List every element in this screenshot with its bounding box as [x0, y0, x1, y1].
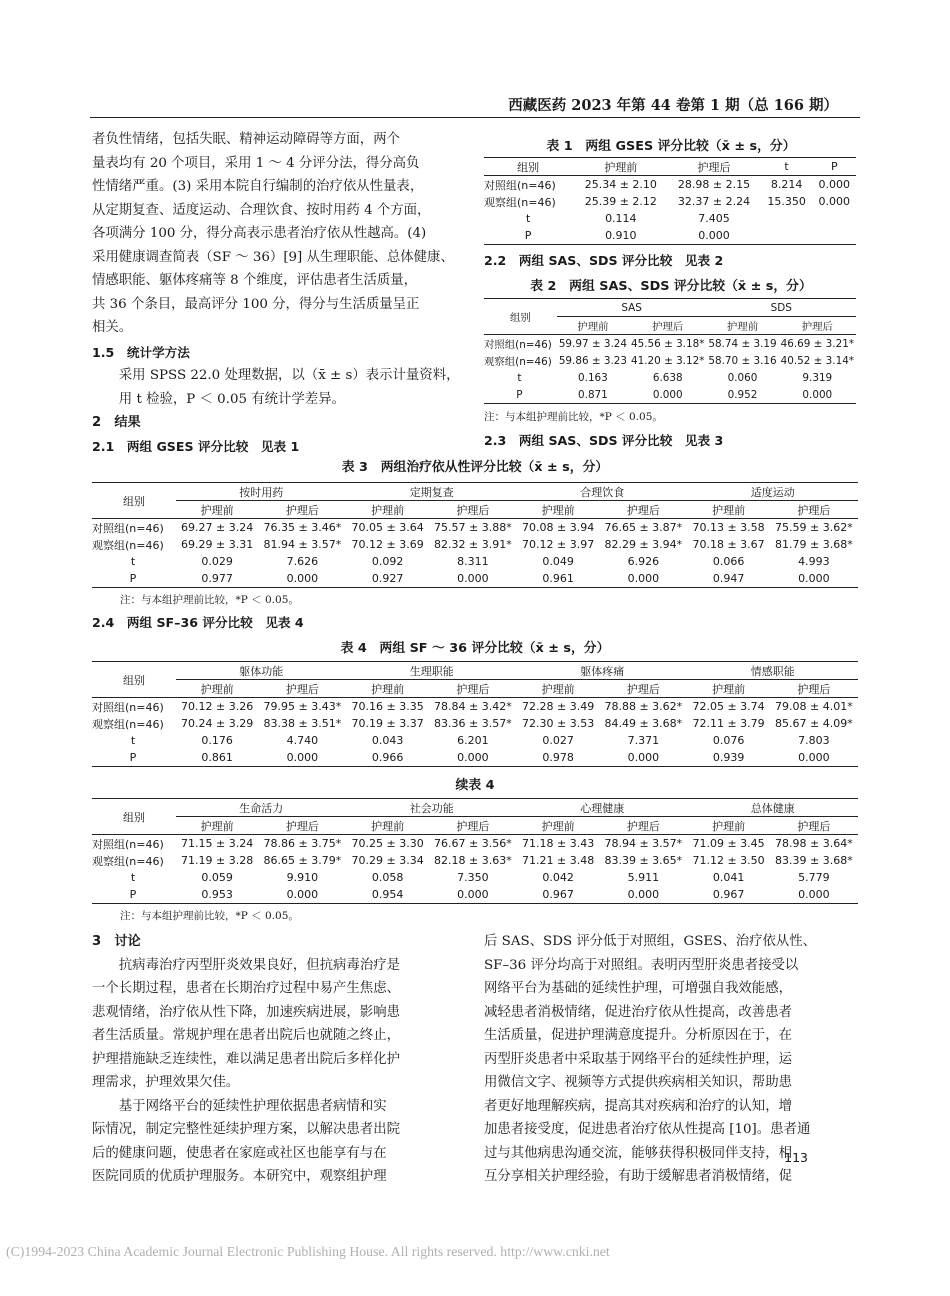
table-cell: 71.21 ± 3.48 [522, 854, 595, 867]
table1 [484, 157, 856, 245]
table-cell: 45.56 ± 3.18* [631, 337, 705, 350]
table-cell: 8.214 [770, 178, 803, 191]
table-cell: 83.39 ± 3.65* [604, 854, 683, 867]
group-header: 社会功能 [346, 799, 516, 817]
table-cell: 0.163 [578, 371, 608, 384]
stat-paragraph [92, 364, 464, 411]
group-header: 合理饮食 [517, 483, 687, 501]
table-cell [761, 210, 813, 227]
table-cell: 0.947 [687, 570, 769, 588]
text-line: 医院同质的优质护理服务。本研究中，观察组护理 [92, 1169, 387, 1184]
column-header: 护理前 [176, 501, 258, 519]
table2 [484, 298, 856, 404]
table-cell: 0.000 [599, 570, 687, 588]
table2-note: 注：与本组护理前比较，*P ＜ 0.05。 [484, 411, 663, 423]
table-cell: 7.803 [798, 734, 830, 747]
table3 [92, 482, 858, 588]
table-cell: 0.042 [542, 871, 574, 884]
row-label: 对照组(n=46) [484, 339, 552, 351]
table-cell: 0.977 [176, 570, 258, 588]
header-rule [90, 117, 860, 118]
table-cell: 0.114 [605, 212, 637, 225]
table-cell: 0.066 [712, 555, 745, 568]
group-header-row [92, 662, 858, 680]
table-cell: 72.28 ± 3.49 [522, 700, 595, 713]
column-header: 护理前 [706, 317, 778, 335]
column-header: 护理前 [176, 817, 258, 835]
table-cell: 0.000 [667, 227, 760, 245]
table-cell: 0.000 [770, 749, 858, 767]
table-cell: 70.19 ± 3.37 [351, 717, 424, 730]
table-row [484, 193, 856, 210]
sub-header-row [92, 501, 858, 519]
row-label: t [130, 555, 136, 568]
table-cell: 0.954 [346, 886, 428, 904]
table-cell: 41.20 ± 3.12* [631, 354, 705, 367]
group-header-row [92, 483, 858, 501]
table-row [92, 886, 858, 904]
column-header: 护理前 [176, 680, 258, 698]
group-header: 心理健康 [517, 799, 687, 817]
table-cell: 5.911 [627, 871, 660, 884]
row-label: 对照组(n=46) [92, 521, 164, 535]
text-line: 用微信文字、视频等方式提供疾病相关知识，帮助患 [484, 1075, 792, 1090]
table-cell: 71.19 ± 3.28 [181, 854, 254, 867]
column-header: 护理后 [770, 817, 858, 835]
table-cell: 6.638 [652, 371, 683, 384]
row-label: 观察组(n=46) [484, 356, 552, 368]
table-cell: 0.861 [176, 749, 258, 767]
table-cell: 76.67 ± 3.56* [434, 837, 512, 850]
text-line: 生活质量，促进护理满意度提升。分析原因在于，在 [484, 1028, 792, 1043]
row-label: 观察组(n=46) [92, 538, 164, 552]
table-cell: 0.076 [712, 734, 745, 747]
group-label-header: 组别 [484, 299, 557, 335]
table-cell: 46.69 ± 3.21* [780, 337, 854, 350]
table-cell: 58.74 ± 3.19 [708, 337, 777, 350]
row-label: P [92, 749, 176, 767]
table-cell: 0.961 [517, 570, 599, 588]
text-line: 共 36 个条目，最高评分 100 分，得分与生活质量呈正 [92, 296, 420, 312]
table-cell: 25.34 ± 2.10 [584, 178, 657, 191]
section-1-5-heading: 1.5 统计学方法 [92, 344, 190, 360]
text-line: 者负性情绪，包括失眠、精神运动障碍等方面，两个 [92, 132, 400, 147]
table-cell: 32.37 ± 2.24 [677, 195, 751, 208]
table-cell: 0.000 [258, 749, 346, 767]
table-cell: 4.740 [286, 734, 319, 747]
table-cell: 78.98 ± 3.64* [775, 837, 853, 850]
table-cell: 70.25 ± 3.30 [351, 837, 424, 850]
column-header: 护理后 [770, 680, 858, 698]
group-label-header: 组别 [92, 799, 176, 835]
group-header: 躯体疼痛 [517, 662, 687, 680]
table-cell: 0.043 [371, 734, 404, 747]
table-cell: 59.86 ± 3.23 [558, 354, 628, 367]
row-label: P [484, 227, 574, 245]
column-header: t [761, 158, 813, 176]
table-cell: 81.79 ± 3.68* [775, 538, 853, 551]
table-row [484, 335, 856, 353]
section-3-heading: 3 讨论 [92, 934, 141, 949]
row-label: P [92, 886, 176, 904]
text-line: 者更好地理解疾病，提高其对疾病和治疗的认知，增 [484, 1098, 792, 1114]
group-header: 生命活力 [176, 799, 346, 817]
table-cell: 71.15 ± 3.24 [181, 837, 254, 850]
table-cell: 0.871 [557, 386, 629, 404]
table-cell [761, 227, 813, 245]
group-header-row [92, 799, 858, 817]
table-cell: 81.94 ± 3.57* [263, 538, 342, 551]
text-line: 量表均有 20 个项目，采用 1 ～ 4 分评分法，得分高负 [92, 155, 420, 171]
header-row [484, 158, 856, 176]
table-cell: 0.000 [599, 886, 687, 904]
table-cell: 0.058 [371, 871, 404, 884]
text-line: 互分享相关护理经验，有助于缓解患者消极情绪，促 [484, 1169, 792, 1184]
table-cell: 0.927 [346, 570, 428, 588]
table-cell: 70.29 ± 3.34 [351, 854, 424, 867]
group-header: 定期复查 [346, 483, 516, 501]
table-cell: 0.000 [818, 195, 851, 208]
table-cell: 78.86 ± 3.75* [263, 837, 342, 850]
table-row [92, 869, 858, 886]
table-cell: 79.95 ± 3.43* [263, 700, 342, 713]
table-cell: 0.176 [201, 734, 233, 747]
column-header: 护理前 [517, 817, 599, 835]
table-cell: 83.39 ± 3.68* [775, 854, 853, 867]
row-label: 对照组(n=46) [484, 178, 556, 192]
table-cell: 70.12 ± 3.26 [181, 700, 254, 713]
table-cell: 59.97 ± 3.24 [558, 337, 628, 350]
section-2-1-heading: 2.1 两组 GSES 评分比较 见表 1 [92, 438, 300, 454]
table-cell: 0.000 [770, 570, 858, 588]
table-cell: 82.18 ± 3.63* [434, 854, 512, 867]
table-row [484, 369, 856, 386]
table4-continued [92, 798, 858, 904]
column-header: 护理前 [517, 501, 599, 519]
group-header: 总体健康 [687, 799, 858, 817]
column-header: 护理后 [667, 158, 760, 176]
section-2-4-heading: 2.4 两组 SF–36 评分比较 见表 4 [92, 615, 304, 630]
table-cell: 75.59 ± 3.62* [775, 521, 853, 534]
table-cell: 0.000 [258, 570, 346, 588]
row-label: t [130, 871, 136, 884]
table-cell: 40.52 ± 3.14* [780, 354, 854, 367]
table-cell: 4.993 [798, 555, 830, 568]
column-header: 组别 [484, 158, 574, 176]
table-cell: 0.000 [258, 886, 346, 904]
table-cell: 71.12 ± 3.50 [692, 854, 765, 867]
column-header: 护理前 [346, 817, 428, 835]
text-line: 各项满分 100 分，得分高表示患者治疗依从性越高。(4) [92, 226, 427, 241]
table-row [92, 715, 858, 732]
column-header: 护理后 [599, 501, 687, 519]
text-line: 际情况，制定完整性延续护理方案，以解决患者出院 [92, 1122, 400, 1137]
row-label: 观察组(n=46) [92, 854, 164, 868]
table-row [484, 210, 856, 227]
table4b-caption: 续表 4 [455, 778, 495, 793]
table-cell: 0.953 [176, 886, 258, 904]
row-label: 对照组(n=46) [92, 837, 164, 851]
table-cell: 71.18 ± 3.43 [522, 837, 595, 850]
table-cell: 15.350 [767, 195, 806, 208]
table-cell: 0.059 [201, 871, 233, 884]
text-line: 一个长期过程，患者在长期治疗过程中易产生焦虑、 [92, 981, 400, 996]
column-header: 护理后 [429, 680, 517, 698]
table-cell: 9.319 [802, 371, 833, 384]
table-cell: 70.05 ± 3.64 [351, 521, 424, 534]
row-label: t [130, 734, 136, 747]
column-header: 护理前 [557, 317, 629, 335]
table-row [92, 519, 858, 537]
text-line: 后 SAS、SDS 评分低于对照组，GSES、治疗依从性、 [484, 934, 817, 949]
left-column-top [92, 128, 464, 458]
text-line: 用 t 检验，P ＜ 0.05 有统计学差异。 [118, 391, 345, 407]
table-cell: 0.041 [712, 871, 745, 884]
column-header: 护理后 [599, 680, 687, 698]
text-line: 从定期复查、适度运动、合理饮食、按时用药 4 个方面， [92, 202, 431, 218]
table-row [484, 176, 856, 194]
table-cell: 0.952 [706, 386, 778, 404]
table-cell: 76.65 ± 3.87* [604, 521, 683, 534]
table-cell: 0.000 [429, 570, 517, 588]
row-label: 观察组(n=46) [92, 717, 164, 731]
table-cell: 82.32 ± 3.91* [434, 538, 512, 551]
table-cell: 8.311 [457, 555, 489, 568]
table-row [92, 570, 858, 588]
group-header-row [484, 299, 856, 317]
table-cell [813, 210, 856, 227]
table-cell: 5.779 [798, 871, 830, 884]
row-label: 对照组(n=46) [92, 700, 164, 714]
text-line: SF–36 评分均高于对照组。表明丙型肝炎患者接受以 [484, 957, 799, 973]
page-number: 113 [784, 1150, 808, 1165]
table-cell: 70.16 ± 3.35 [351, 700, 424, 713]
table-cell: 85.67 ± 4.09* [775, 717, 853, 730]
table-row [484, 352, 856, 369]
text-line: 性情绪严重。(3) 采用本院自行编制的治疗依从性量表， [92, 179, 424, 194]
table-cell: 25.39 ± 2.12 [584, 195, 657, 208]
column-header: 护理后 [258, 680, 346, 698]
text-line: 情感职能、躯体疼痛等 8 个维度，评估患者生活质量， [92, 273, 418, 288]
table-row [92, 835, 858, 853]
column-header: 护理后 [770, 501, 858, 519]
table-cell: 0.027 [542, 734, 574, 747]
table-row [92, 732, 858, 749]
group-header: 按时用药 [176, 483, 346, 501]
group-label-header: 组别 [92, 662, 176, 698]
text-line: 基于网络平台的延续性护理依据患者病情和实 [118, 1098, 387, 1114]
table-cell: 72.05 ± 3.74 [692, 700, 765, 713]
table-cell: 70.12 ± 3.69 [351, 538, 424, 551]
text-line: 网络平台为基础的延续性护理，可增强自我效能感， [484, 981, 792, 996]
text-line: 相关。 [92, 320, 133, 335]
table-cell: 0.910 [574, 227, 667, 245]
table-cell: 69.27 ± 3.24 [181, 521, 254, 534]
table-row [484, 386, 856, 404]
text-line: 减轻患者消极情绪，促进治疗依从性提高，改善患者 [484, 1004, 792, 1020]
row-label: P [484, 386, 557, 404]
table-cell: 28.98 ± 2.15 [677, 178, 751, 191]
text-line: 者生活质量。常规护理在患者出院后也就随之终止， [92, 1028, 400, 1043]
table-cell: 7.405 [698, 212, 730, 225]
table-cell: 82.29 ± 3.94* [604, 538, 683, 551]
column-header: 护理前 [687, 817, 769, 835]
table-cell: 6.926 [627, 555, 660, 568]
table-cell: 72.11 ± 3.79 [692, 717, 765, 730]
sub-header-row [92, 817, 858, 835]
table-cell: 79.08 ± 4.01* [775, 700, 853, 713]
table-cell: 0.060 [727, 371, 758, 384]
table1-caption: 表 1 两组 GSES 评分比较（x̄ ± s，分） [546, 139, 796, 154]
table-cell: 0.966 [346, 749, 428, 767]
table-cell: 0.967 [517, 886, 599, 904]
group-header: 生理职能 [346, 662, 516, 680]
table-cell: 70.24 ± 3.29 [181, 717, 254, 730]
table-cell: 0.049 [542, 555, 574, 568]
text-line: 加患者接受度，促进患者治疗依从性提高 [10]。患者通 [484, 1122, 811, 1137]
table-cell: 83.38 ± 3.51* [263, 717, 342, 730]
table-cell: 78.88 ± 3.62* [604, 700, 683, 713]
table-cell: 78.84 ± 3.42* [434, 700, 512, 713]
section-2-heading: 2 结果 [92, 415, 141, 430]
group-header: 情感职能 [687, 662, 858, 680]
journal-header: 西藏医药 2023 年第 44 卷第 1 期（总 166 期） [508, 97, 838, 114]
column-header: 护理后 [429, 501, 517, 519]
column-header: 护理前 [687, 680, 769, 698]
table-cell: 70.12 ± 3.97 [522, 538, 595, 551]
text-line: 理需求，护理效果欠佳。 [92, 1075, 240, 1090]
text-line: 护理措施缺乏连续性，难以满足患者出院后多样化护 [92, 1051, 400, 1067]
table-cell: 70.18 ± 3.67 [692, 538, 765, 551]
group-header: 躯体功能 [176, 662, 346, 680]
discussion-left [92, 930, 464, 1189]
column-header: 护理前 [346, 680, 428, 698]
column-header: 护理后 [258, 817, 346, 835]
table-cell: 7.350 [457, 871, 489, 884]
table-cell: 7.371 [627, 734, 660, 747]
table-cell: 0.000 [429, 886, 517, 904]
section-2-2-heading: 2.2 两组 SAS、SDS 评分比较 见表 2 [484, 253, 724, 268]
section-2-3-heading: 2.3 两组 SAS、SDS 评分比较 见表 3 [484, 433, 724, 448]
table-row [92, 852, 858, 869]
column-header: 护理后 [429, 817, 517, 835]
text-line: 丙型肝炎患者中采取基于网络平台的延续性护理，运 [484, 1051, 792, 1067]
group-header: 适度运动 [687, 483, 858, 501]
column-header: 护理前 [517, 680, 599, 698]
text-line: 采用健康调查简表（SF ～ 36）[9] 从生理职能、总体健康、 [92, 249, 454, 265]
table-cell: 6.201 [457, 734, 489, 747]
column-header: 护理后 [779, 317, 856, 335]
table-row [92, 698, 858, 716]
table-cell: 0.000 [779, 386, 856, 404]
table-cell: 83.36 ± 3.57* [434, 717, 512, 730]
column-header: 护理后 [599, 817, 687, 835]
table-cell: 0.000 [770, 886, 858, 904]
table4 [92, 661, 858, 767]
table-cell: 58.70 ± 3.16 [708, 354, 777, 367]
row-label: P [92, 570, 176, 588]
sub-header-row [92, 680, 858, 698]
table-row [92, 749, 858, 767]
table-cell: 0.092 [371, 555, 404, 568]
table-cell [813, 227, 856, 245]
table-cell: 7.626 [286, 555, 319, 568]
table-cell: 75.57 ± 3.88* [434, 521, 512, 534]
table-cell: 0.939 [687, 749, 769, 767]
column-header: P [813, 158, 856, 176]
column-header: 护理前 [574, 158, 667, 176]
table-cell: 0.978 [517, 749, 599, 767]
discussion-left-text [92, 954, 464, 1189]
group-header: SDS [706, 299, 856, 317]
table4b-note: 注：与本组护理前比较，*P ＜ 0.05。 [120, 910, 299, 922]
table-cell: 0.000 [599, 749, 687, 767]
table-cell: 0.000 [629, 386, 706, 404]
table3-caption: 表 3 两组治疗依从性评分比较（x̄ ± s，分） [341, 460, 609, 475]
text-line: 采用 SPSS 22.0 处理数据，以（x̄ ± s）表示计量资料， [118, 368, 460, 383]
table-row [92, 553, 858, 570]
table-cell: 0.000 [818, 178, 851, 191]
group-label-header: 组别 [92, 483, 176, 519]
table-cell: 71.09 ± 3.45 [692, 837, 765, 850]
table-row [92, 536, 858, 553]
table-cell: 70.08 ± 3.94 [522, 521, 595, 534]
table-cell: 0.967 [687, 886, 769, 904]
table3-note: 注：与本组护理前比较，*P ＜ 0.05。 [120, 594, 299, 606]
table-cell: 78.94 ± 3.57* [604, 837, 683, 850]
table-cell: 76.35 ± 3.46* [263, 521, 342, 534]
text-line: 后的健康问题，使患者在家庭或社区也能享有与在 [92, 1145, 387, 1161]
table-cell: 0.029 [201, 555, 233, 568]
table-row [484, 227, 856, 245]
text-line: 抗病毒治疗丙型肝炎效果良好，但抗病毒治疗是 [118, 957, 400, 973]
table-cell: 84.49 ± 3.68* [604, 717, 683, 730]
table-cell: 69.29 ± 3.31 [181, 538, 254, 551]
table-cell: 86.65 ± 3.79* [263, 854, 342, 867]
table2-caption: 表 2 两组 SAS、SDS 评分比较（x̄ ± s，分） [530, 279, 812, 294]
text-line: 过与其他病患沟通交流，能够获得积极同伴支持，相 [484, 1145, 792, 1161]
row-label: t [517, 371, 522, 384]
copyright-footer: (C)1994-2023 China Academic Journal Electronic Publishing House. All rights reserved. http://www.cnki.net [6, 1244, 610, 1259]
table4-caption: 表 4 两组 SF ～ 36 评分比较（x̄ ± s，分） [340, 641, 610, 656]
column-header: 护理前 [687, 501, 769, 519]
row-label: t [525, 212, 531, 225]
table-cell: 70.13 ± 3.58 [692, 521, 765, 534]
group-header: SAS [557, 299, 707, 317]
column-header: 护理前 [346, 501, 428, 519]
table-cell: 9.910 [286, 871, 319, 884]
row-label: 观察组(n=46) [484, 195, 556, 209]
text-line: 悲观情绪，治疗依从性下降，加速疾病进展，影响患 [92, 1004, 400, 1020]
column-header: 护理后 [258, 501, 346, 519]
table-cell: 72.30 ± 3.53 [522, 717, 595, 730]
table-cell: 0.000 [429, 749, 517, 767]
column-header: 护理后 [629, 317, 706, 335]
methods-paragraph [92, 128, 464, 340]
